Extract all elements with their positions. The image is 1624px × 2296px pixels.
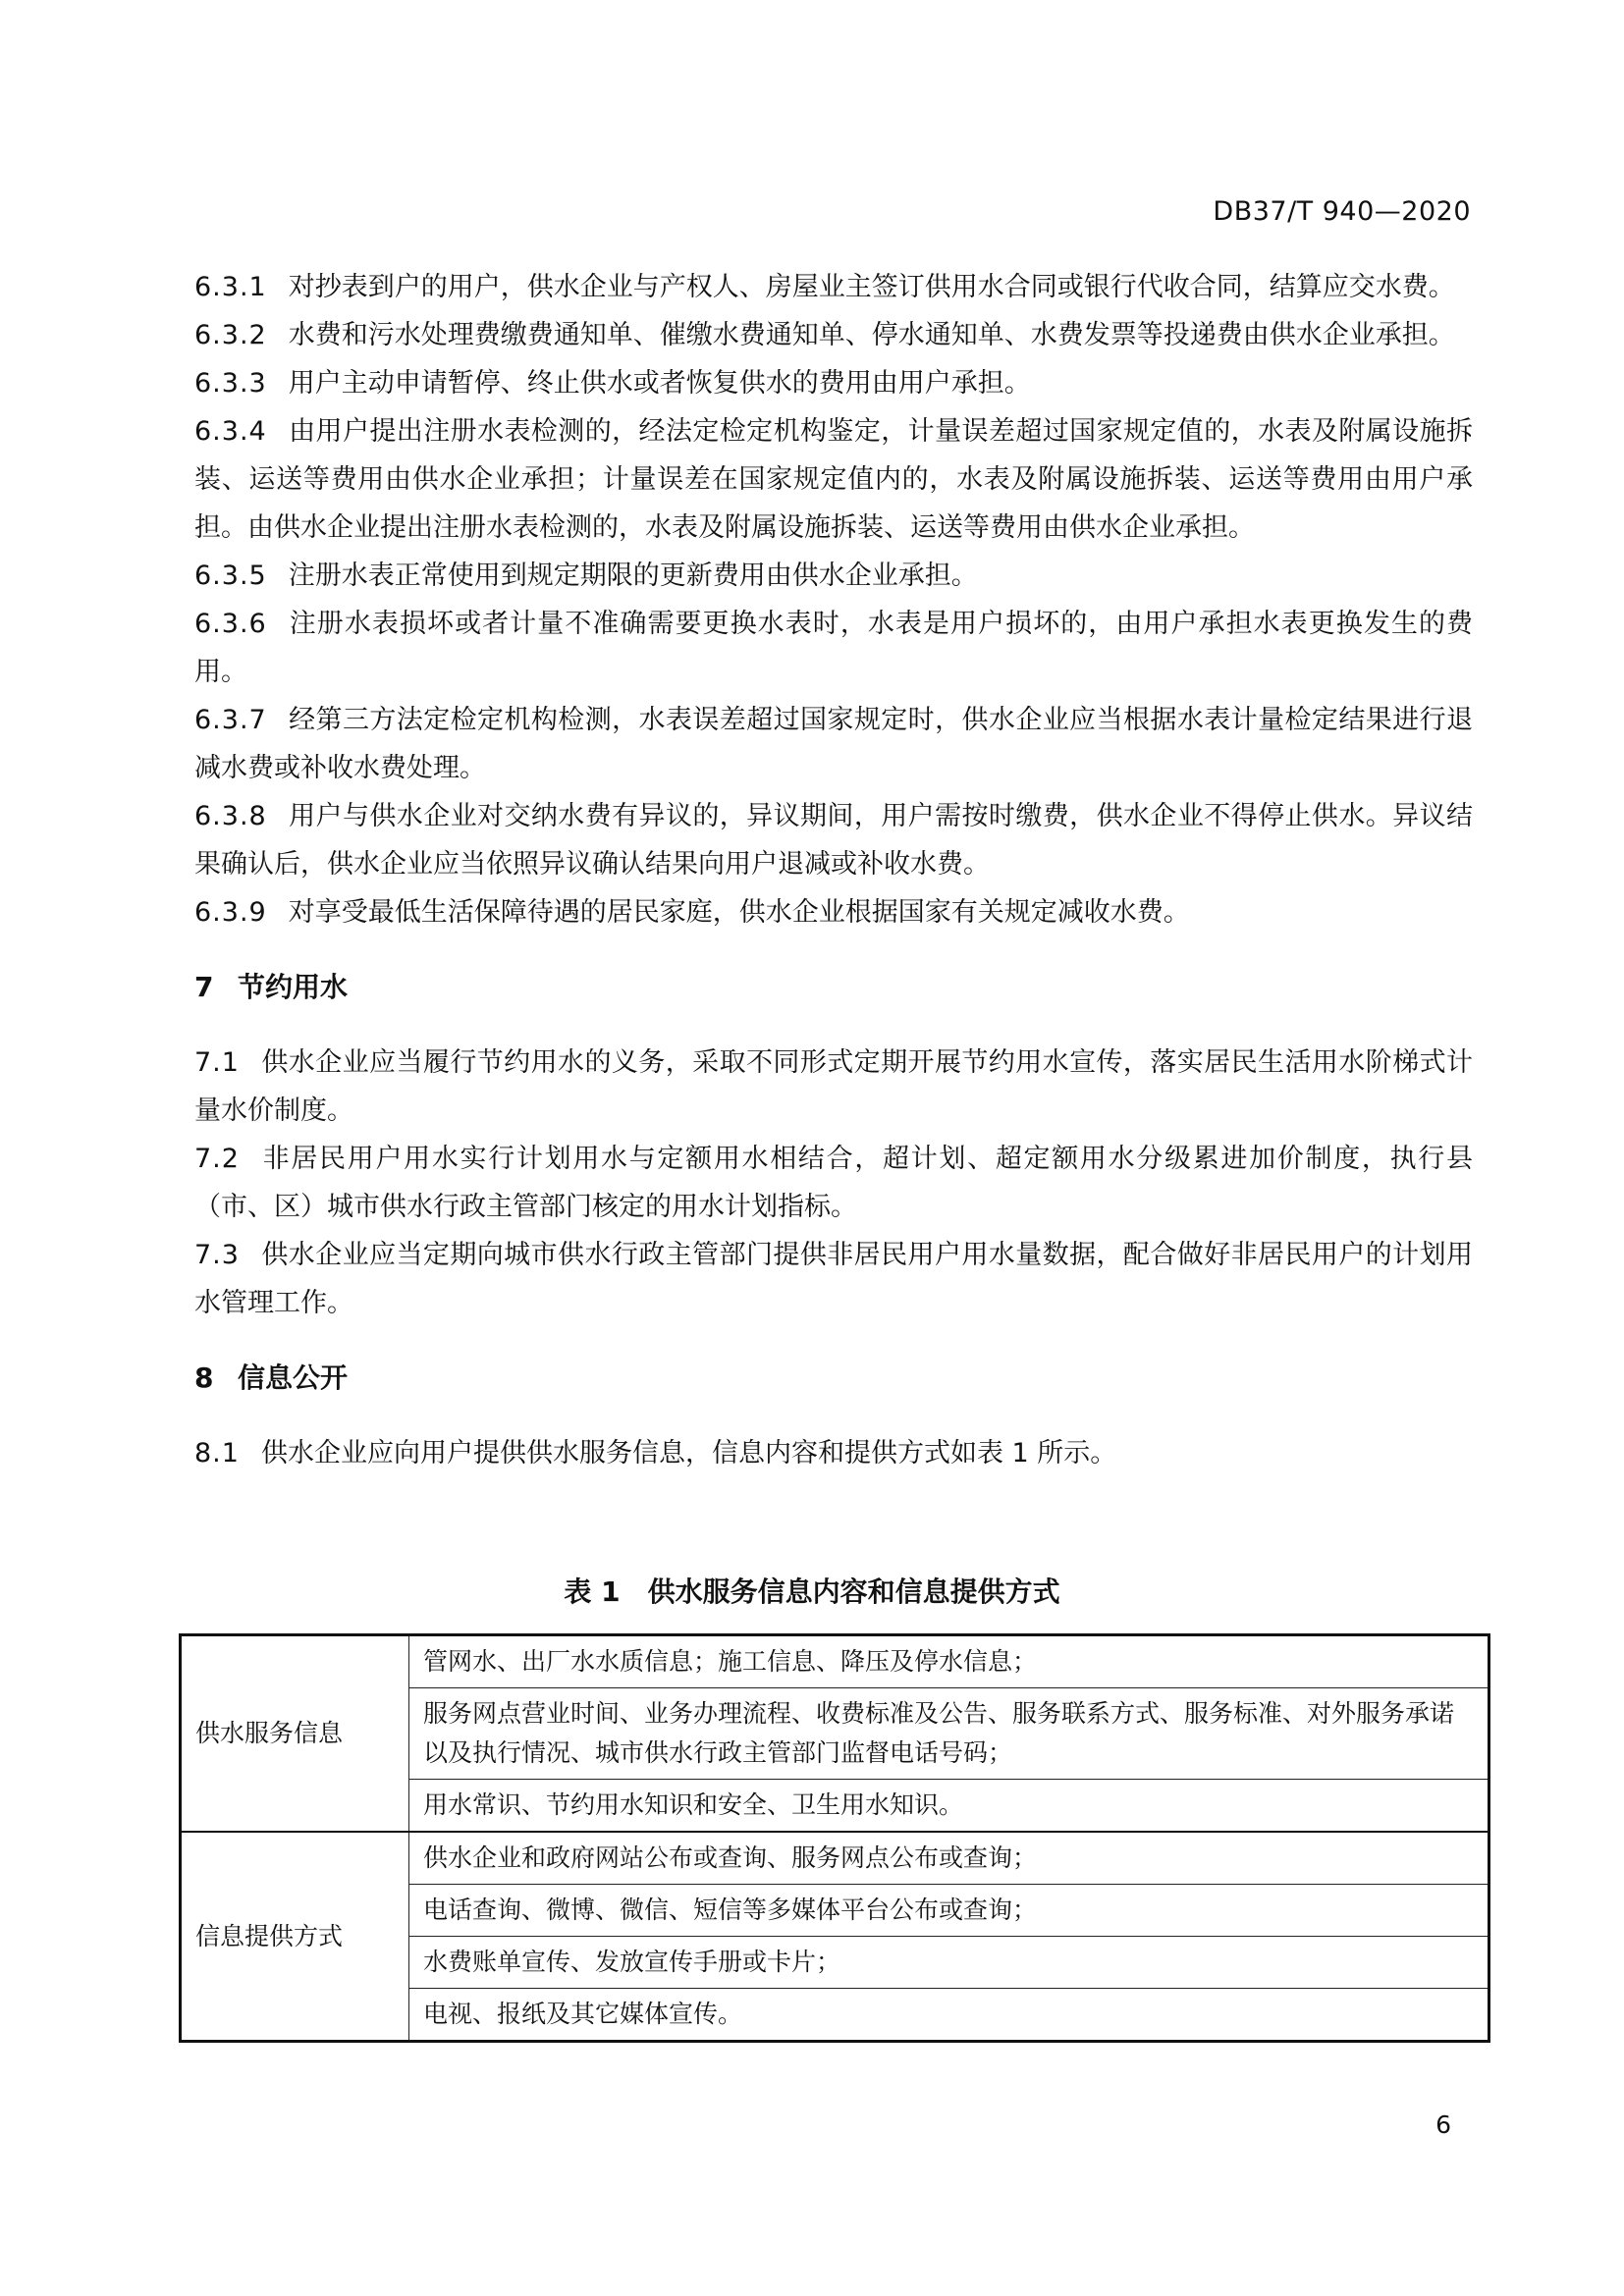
clause-text: 水费和污水处理费缴费通知单、催缴水费通知单、停水通知单、水费发票等投递费由供水企业承担。 <box>288 320 1455 350</box>
table-cell: 管网水、出厂水水质信息；施工信息、降压及停水信息； <box>409 1635 1489 1688</box>
clause-number: 6.3.8 <box>194 801 267 831</box>
clause-text: 用户与供水企业对交纳水费有异议的，异议期间，用户需按时缴费，供水企业不得停止供水。异议结果确认后，供水企业应当依照异议确认结果向用户退减或补收水费。 <box>194 801 1473 880</box>
clause-text: 用户主动申请暂停、终止供水或者恢复供水的费用由用户承担。 <box>288 368 1031 399</box>
clause-text: 由用户提出注册水表检测的，经法定检定机构鉴定，计量误差超过国家规定值的，水表及附属设施拆装、运送等费用由供水企业承担；计量误差在国家规定值内的，水表及附属设施拆装、运送等费用由用户承担。由供水企业提出注册水表检测的，水表及附属设施拆装、运送等费用由供水企业承担。 <box>194 416 1473 543</box>
clause-6-3-2 <box>194 311 1473 359</box>
table-row <box>181 1832 1489 1885</box>
clause-number: 6.3.9 <box>194 897 267 928</box>
section-title: 节约用水 <box>238 971 349 1003</box>
clause-text: 供水企业应向用户提供供水服务信息，信息内容和提供方式如表 1 所示。 <box>260 1438 1117 1468</box>
table-cell: 电视、报纸及其它媒体宣传。 <box>409 1989 1489 2042</box>
row-group-head: 供水服务信息 <box>181 1635 409 1833</box>
standard-code: DB37/T 940—2020 <box>1213 196 1471 227</box>
clause-number: 6.3.7 <box>194 705 267 735</box>
clause-number: 6.3.3 <box>194 368 267 399</box>
clause-text: 对抄表到户的用户，供水企业与产权人、房屋业主签订供用水合同或银行代收合同，结算应交水费。 <box>288 272 1455 302</box>
clause-text: 非居民用户用水实行计划用水与定额用水相结合，超计划、超定额用水分级累进加价制度，执行县（市、区）城市供水行政主管部门核定的用水计划指标。 <box>194 1144 1473 1222</box>
table-cell: 服务网点营业时间、业务办理流程、收费标准及公告、服务联系方式、服务标准、对外服务承诺以及执行情况、城市供水行政主管部门监督电话号码； <box>409 1688 1489 1780</box>
row-group-head: 信息提供方式 <box>181 1832 409 2042</box>
clause-number: 8.1 <box>194 1438 240 1468</box>
clause-6-3-9 <box>194 888 1473 936</box>
clause-text: 供水企业应当定期向城市供水行政主管部门提供非居民用户用水量数据，配合做好非居民用户的计划用水管理工作。 <box>194 1240 1473 1318</box>
table-cell: 水费账单宣传、发放宣传手册或卡片； <box>409 1937 1489 1989</box>
section-number: 7 <box>194 971 214 1003</box>
page-number: 6 <box>1435 2110 1451 2139</box>
clause-number: 7.1 <box>194 1047 240 1078</box>
section-number: 8 <box>194 1362 214 1394</box>
clause-text: 经第三方法定检定机构检测，水表误差超过国家规定时，供水企业应当根据水表计量检定结果进行退减水费或补收水费处理。 <box>194 705 1473 783</box>
table-cell: 电话查询、微博、微信、短信等多媒体平台公布或查询； <box>409 1885 1489 1937</box>
section-8-heading <box>194 1359 1473 1398</box>
clause-7-3 <box>194 1231 1473 1327</box>
table-caption: 表 1 供水服务信息内容和信息提供方式 <box>564 1575 1060 1608</box>
clause-6-3-7 <box>194 696 1473 792</box>
clause-number: 6.3.4 <box>194 416 267 447</box>
clause-number: 6.3.6 <box>194 609 267 639</box>
clause-text: 对享受最低生活保障待遇的居民家庭，供水企业根据国家有关规定减收水费。 <box>288 897 1190 928</box>
table-cell: 用水常识、节约用水知识和安全、卫生用水知识。 <box>409 1780 1489 1833</box>
table-cell: 供水企业和政府网站公布或查询、服务网点公布或查询； <box>409 1832 1489 1885</box>
section-title: 信息公开 <box>238 1362 349 1394</box>
clause-6-3-8 <box>194 792 1473 888</box>
table-row <box>181 1635 1489 1688</box>
clause-7-2 <box>194 1135 1473 1231</box>
clause-6-3-4 <box>194 407 1473 552</box>
clause-text: 供水企业应当履行节约用水的义务，采取不同形式定期开展节约用水宣传，落实居民生活用水阶梯式计量水价制度。 <box>194 1047 1473 1126</box>
clause-6-3-5 <box>194 552 1473 600</box>
section-7-heading <box>194 968 1473 1007</box>
clause-text: 注册水表正常使用到规定期限的更新费用由供水企业承担。 <box>288 561 978 591</box>
clause-number: 6.3.1 <box>194 272 267 302</box>
clauses-section-6 <box>194 263 1473 1477</box>
info-table <box>179 1633 1490 2043</box>
clause-8-1 <box>194 1429 1473 1477</box>
clause-number: 7.3 <box>194 1240 240 1270</box>
clause-6-3-6 <box>194 600 1473 696</box>
clause-number: 6.3.5 <box>194 561 267 591</box>
clause-number: 6.3.2 <box>194 320 267 350</box>
clause-6-3-3 <box>194 359 1473 407</box>
clause-number: 7.2 <box>194 1144 240 1174</box>
clause-7-1 <box>194 1039 1473 1135</box>
clause-text: 注册水表损坏或者计量不准确需要更换水表时，水表是用户损坏的，由用户承担水表更换发生的费用。 <box>194 609 1473 687</box>
clause-6-3-1 <box>194 263 1473 311</box>
